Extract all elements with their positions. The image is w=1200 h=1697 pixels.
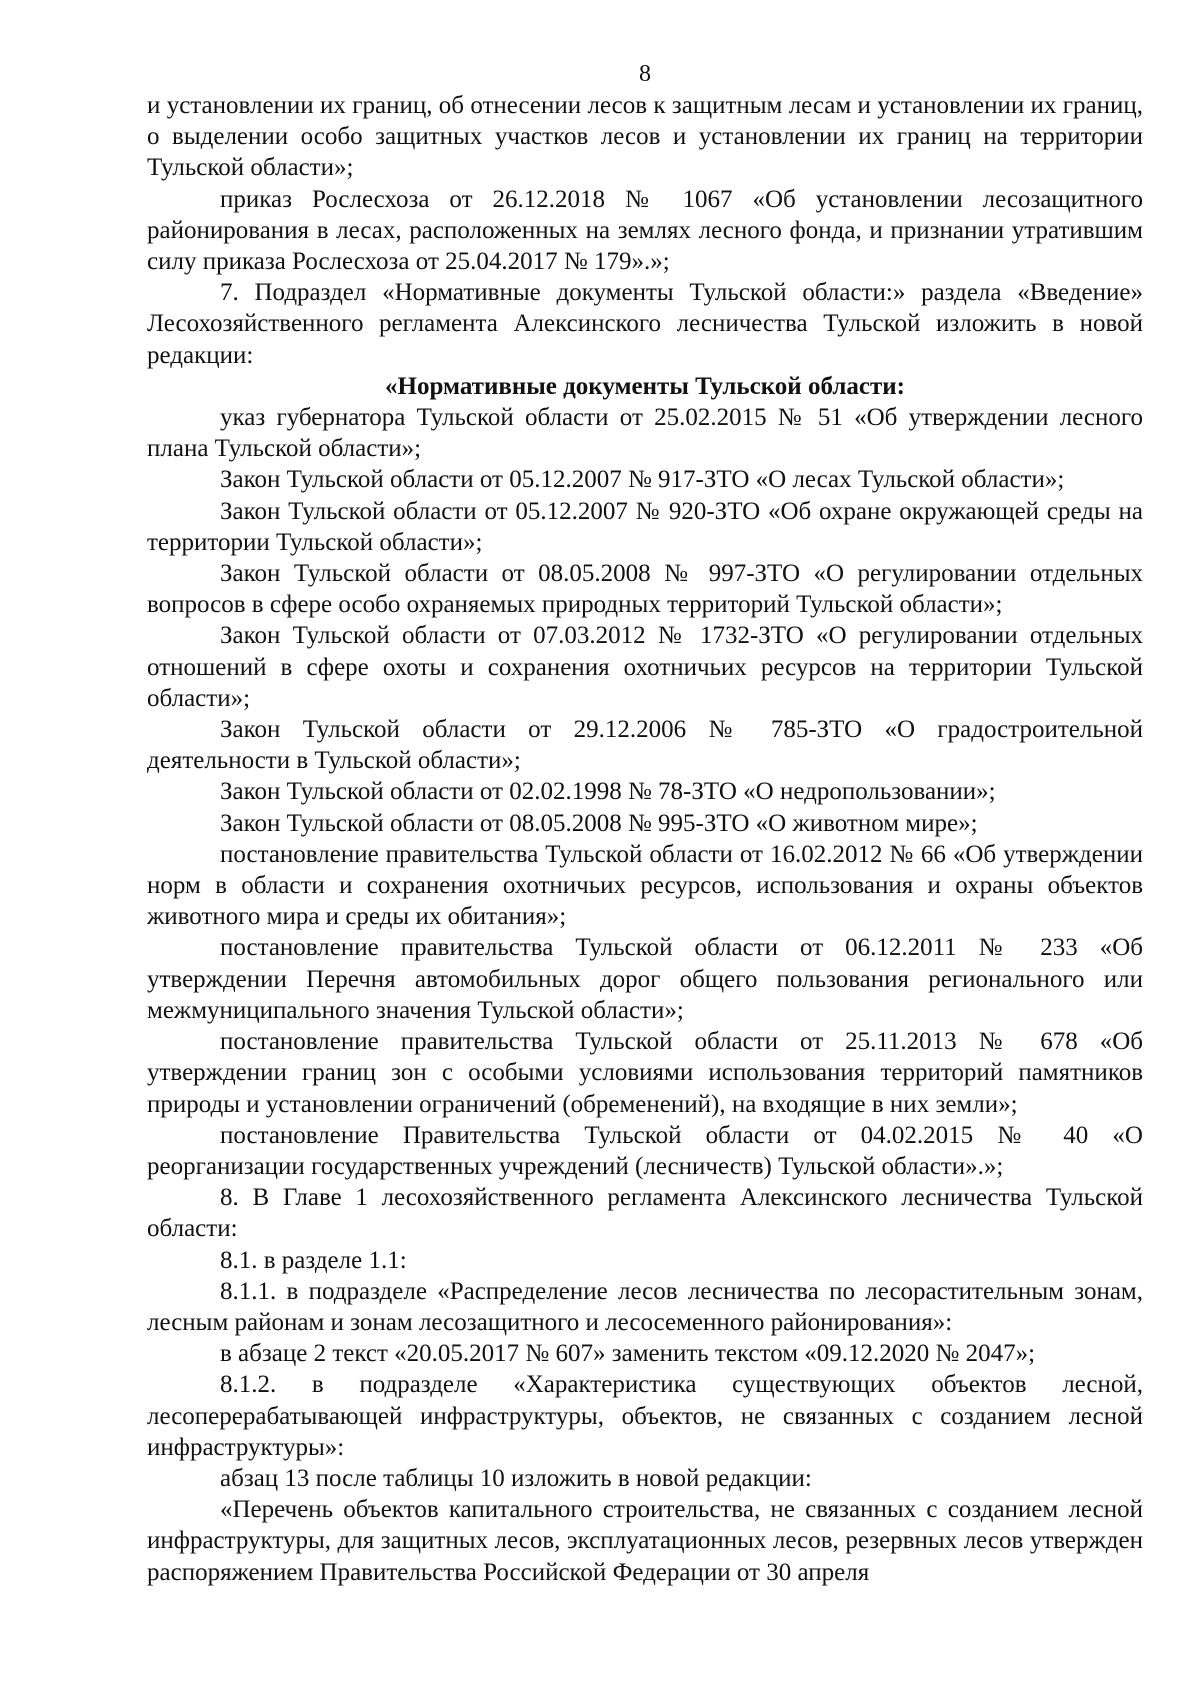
document-page	[147, 60, 1143, 1588]
paragraph-19: в абзаце 2 текст «20.05.2017 № 607» заменить текстом «09.12.2020 № 2047»;	[220, 1340, 1036, 1368]
paragraph-4: указ губернатора Тульской области от 25.02.2015 № 51 «Об утверждении лесного плана Тульской области»;	[147, 404, 1143, 463]
paragraph-3: 7. Подраздел «Нормативные документы Тульской области:» раздела «Введение» Лесохозяйственного регламента Алексинского лесничества Тульской изложить в новой редакции:	[147, 279, 1143, 369]
paragraph-10: Закон Тульской области от 02.02.1998 № 78-ЗТО «О недропользовании»;	[220, 778, 996, 806]
paragraph-8: Закон Тульской области от 07.03.2012 № 1732-ЗТО «О регулировании отдельных отношений в сфере охоты и сохранения охотничьих ресурсов на территории Тульской области»;	[147, 622, 1143, 712]
paragraph-15: постановление Правительства Тульской области от 04.02.2015 № 40 «О реорганизации государственных учреждений (лесничеств) Тульской области».»;	[147, 1121, 1143, 1180]
paragraph-12: постановление правительства Тульской области от 16.02.2012 № 66 «Об утверждении норм в области и сохранения охотничьих ресурсов, использования и охраны объектов животного мира и среды их обитания»;	[147, 840, 1143, 931]
paragraph-1: и установлении их границ, об отнесении лесов к защитным лесам и установлении их границ, о выделении особо защитных участков лесов и установлении их границ на территории Тульской области»;	[147, 92, 1143, 182]
paragraph-2: приказ Рослесхоза от 26.12.2018 № 1067 «Об установлении лесозащитного районирования в лесах, расположенных на землях лесного фонда, и признании утратившим силу приказа Рослесхоза от 25.04.2017 № 179».»;	[147, 185, 1143, 276]
paragraph-18: 8.1.1. в подразделе «Распределение лесов лесничества по лесорастительным зонам, лесным районам и зонам лесозащитного и лесосеменного районирования»:	[147, 1277, 1143, 1336]
paragraph-9: Закон Тульской области от 29.12.2006 № 785-ЗТО «О градостроительной деятельности в Тульской области»;	[147, 716, 1143, 775]
paragraph-21: абзац 13 после таблицы 10 изложить в новой редакции:	[220, 1464, 812, 1492]
paragraph-16: 8. В Главе 1 лесохозяйственного регламента Алексинского лесничества Тульской области:	[147, 1184, 1143, 1243]
paragraph-17: 8.1. в разделе 1.1:	[220, 1246, 407, 1274]
paragraph-20: 8.1.2. в подразделе «Характеристика существующих объектов лесной, лесоперерабатывающей инфраструктуры, объектов, не связанных с созданием лесной инфраструктуры»:	[147, 1371, 1143, 1461]
paragraph-5: Закон Тульской области от 05.12.2007 № 917-ЗТО «О лесах Тульской области»;	[220, 466, 1065, 494]
paragraph-11: Закон Тульской области от 08.05.2008 № 995-ЗТО «О животном мире»;	[220, 809, 978, 837]
paragraph-7: Закон Тульской области от 08.05.2008 № 997-ЗТО «О регулировании отдельных вопросов в сфере особо охраняемых природных территорий Тульской области»;	[147, 560, 1143, 619]
paragraph-6: Закон Тульской области от 05.12.2007 № 920-ЗТО «Об охране окружающей среды на территории Тульской области»;	[147, 497, 1143, 556]
paragraph-13: постановление правительства Тульской области от 06.12.2011 № 233 «Об утверждении Перечня автомобильных дорог общего пользования регионального или межмуниципального значения Тульской области»;	[147, 934, 1143, 1024]
section-heading: «Нормативные документы Тульской области:	[385, 372, 905, 400]
paragraph-22: «Перечень объектов капитального строительства, не связанных с созданием лесной инфраструктуры, для защитных лесов, эксплуатационных лесов, резервных лесов утвержден распоряжением Правительства Российской Федерации от 30 апреля	[147, 1496, 1143, 1586]
paragraph-14: постановление правительства Тульской области от 25.11.2013 № 678 «Об утверждении границ зон с особыми условиями использования территорий памятников природы и установлении ограничений (обременений), на входящие в них земли»;	[147, 1028, 1143, 1118]
page-number: 8	[639, 61, 651, 87]
